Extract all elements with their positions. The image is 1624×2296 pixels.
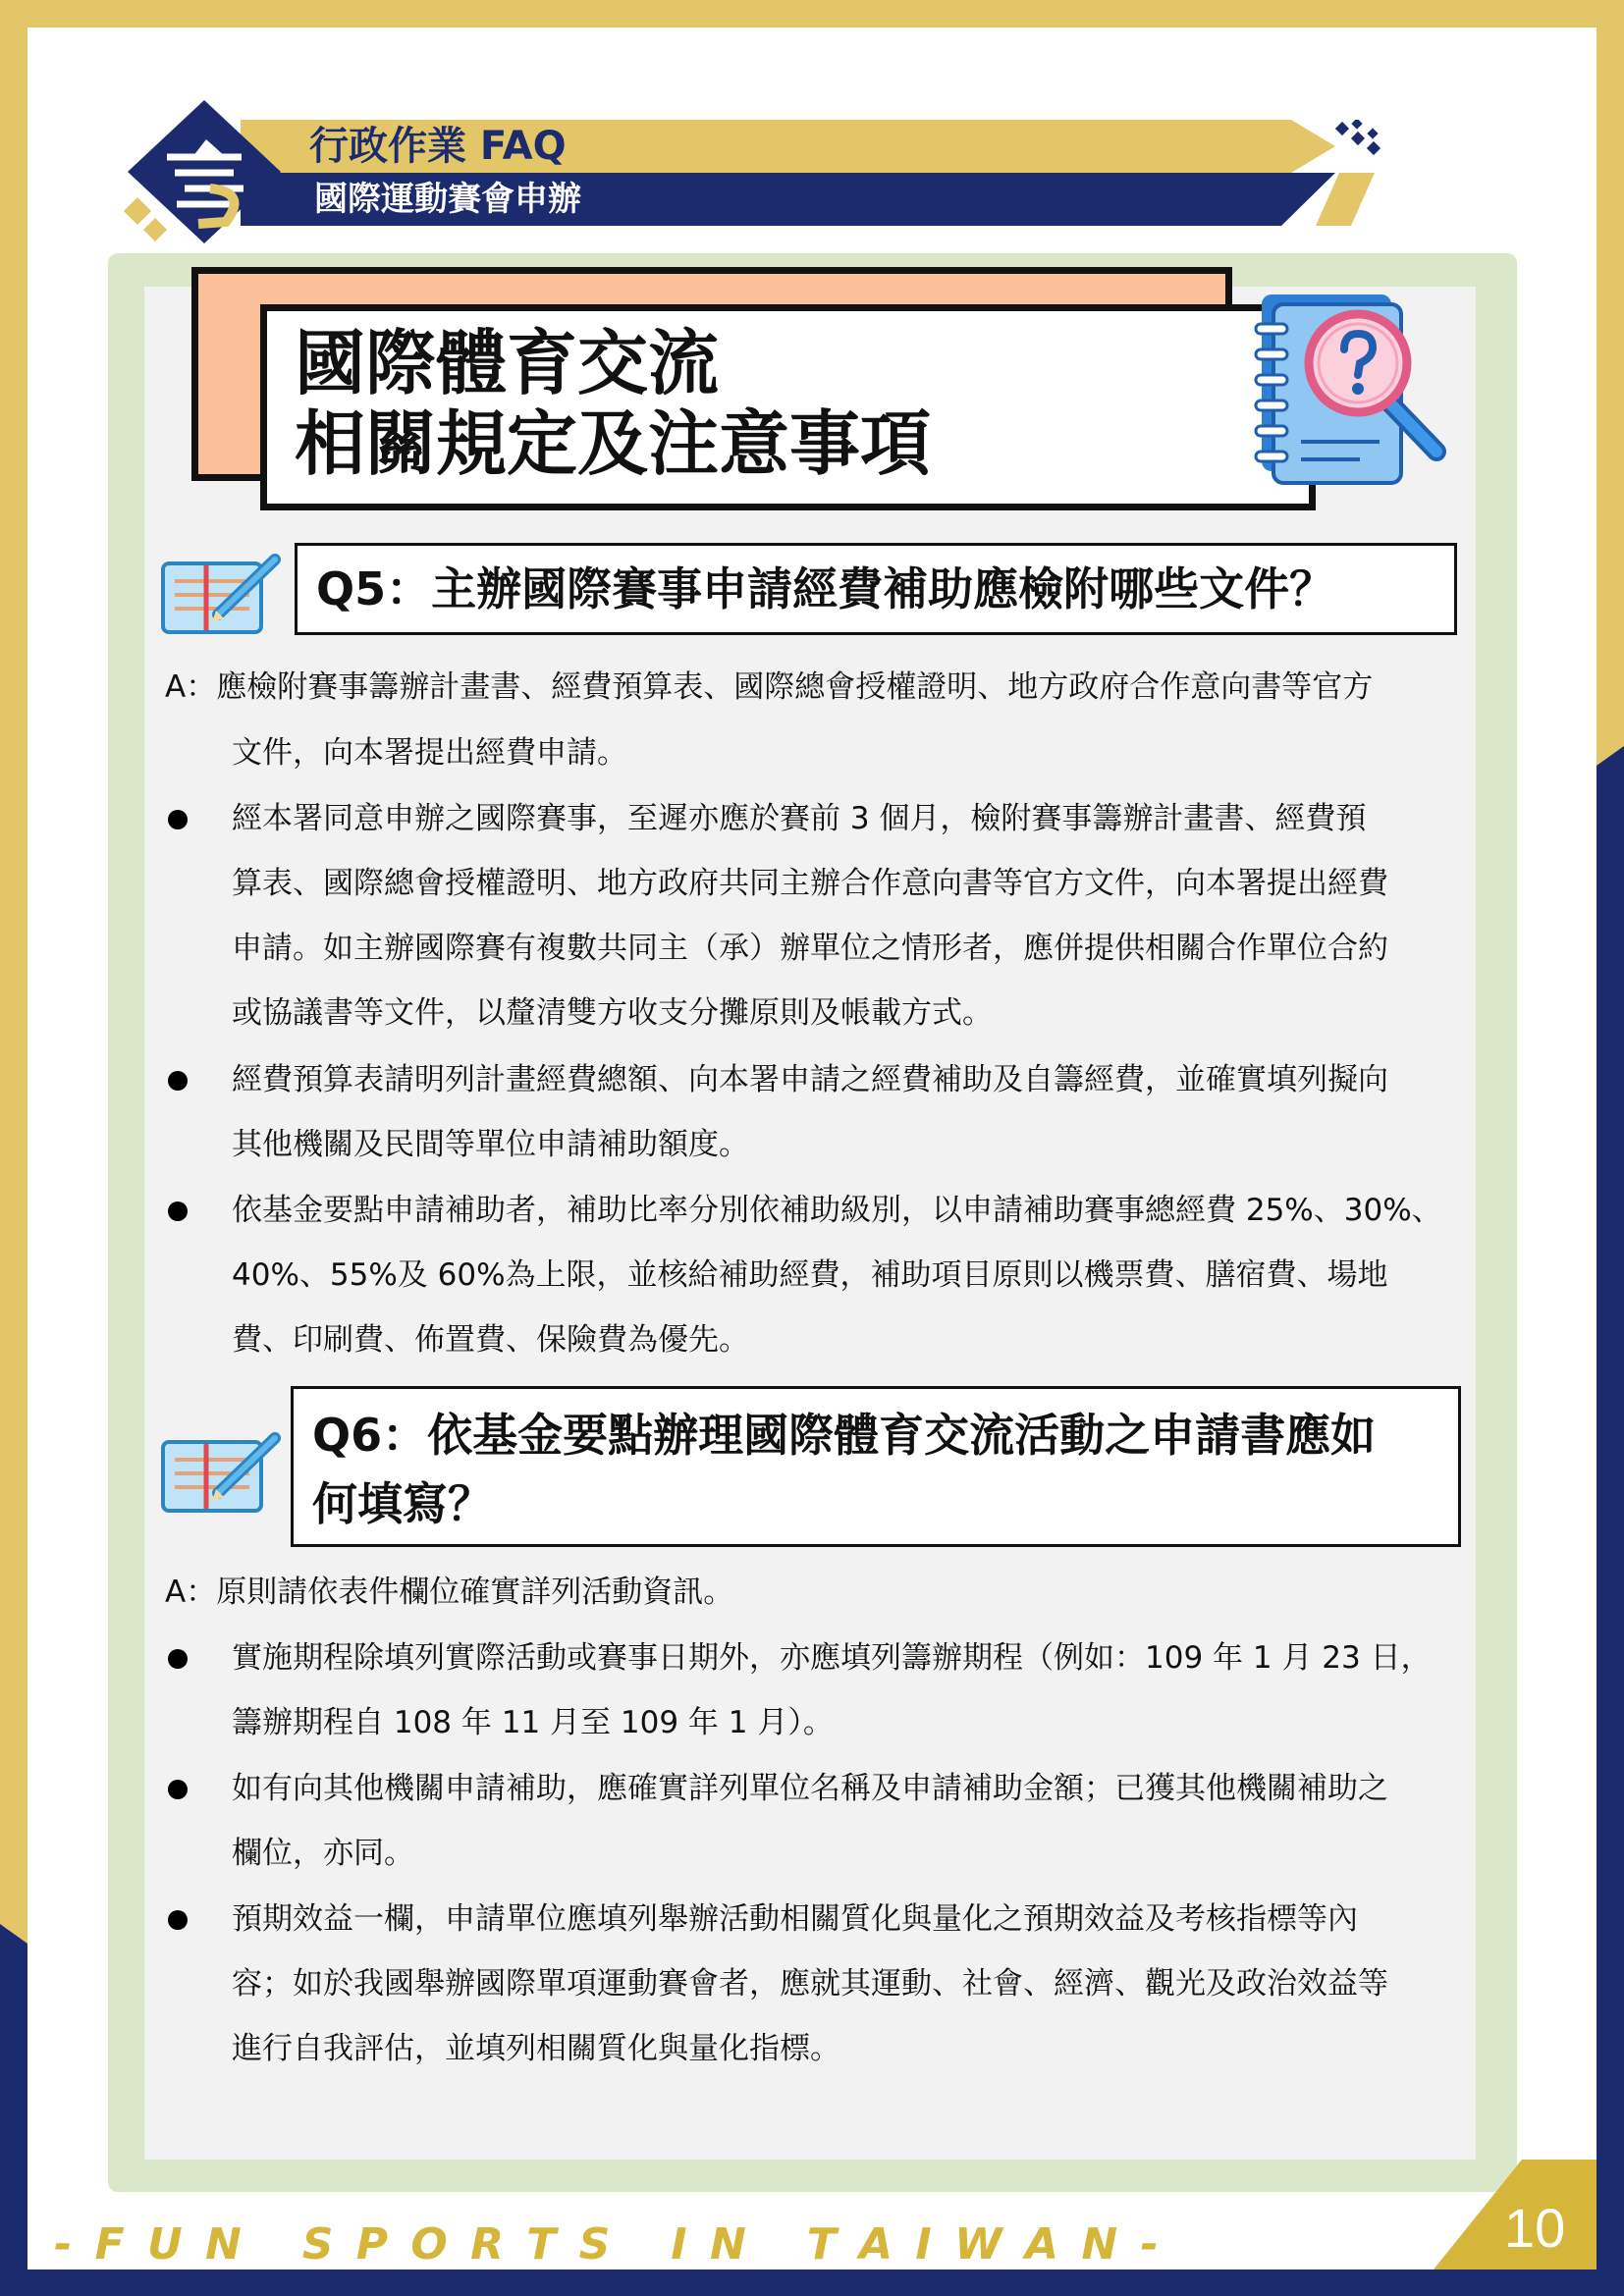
header-title: 行政作業 FAQ	[309, 124, 567, 169]
q5-bullet-1-line: 或協議書等文件，以釐清雙方收支分攤原則及帳載方式。	[232, 995, 993, 1031]
header-dots-decoration	[1335, 120, 1394, 169]
frame-top-border	[0, 0, 1624, 27]
q6-answer: A：原則請依表件欄位確實詳列活動資訊。	[165, 1575, 734, 1610]
notebook-pencil-icon	[159, 1428, 285, 1517]
q6-bullet-3-line: 進行自我評估，並填列相關質化與量化指標。	[232, 2031, 840, 2066]
sports-administration-logo-icon	[116, 98, 293, 245]
document-question-magnifier-icon	[1242, 285, 1453, 501]
q5-bullet-3-line: 費、印刷費、佈置費、保險費為優先。	[232, 1322, 749, 1358]
q5-bullet-1-line: 算表、國際總會授權證明、地方政府共同主辦合作意向書等官方文件，向本署提出經費	[232, 866, 1388, 901]
q5-answer-line: A：應檢附賽事籌辦計畫書、經費預算表、國際總會授權證明、地方政府合作意向書等官方	[165, 669, 1374, 705]
bullet-dot	[168, 810, 188, 829]
q5-bullet-1-line: 申請。如主辦國際賽有複數共同主（承）辦單位之情形者，應併提供相關合作單位合約	[232, 931, 1388, 966]
q6-bullet-3-line: 容；如於我國舉辦國際單項運動賽會者，應就其運動、社會、經濟、觀光及政治效益等	[232, 1966, 1388, 2002]
bullet-dot	[168, 1780, 188, 1799]
notebook-pencil-icon	[159, 550, 285, 638]
q5-answer-line: 文件，向本署提出經費申請。	[232, 735, 627, 771]
q6-bullet-1-line: 籌辦期程自 108 年 11 月至 109 年 1 月）。	[232, 1705, 834, 1740]
header-subtitle: 國際運動賽會申辦	[314, 180, 581, 219]
q6-bullet-3-line: 預期效益一欄，申請單位應填列舉辦活動相關質化與量化之預期效益及考核指標等內	[232, 1901, 1358, 1937]
page-title-line1: 國際體育交流	[295, 322, 720, 404]
q6-bullet-1-line: 實施期程除填列實際活動或賽事日期外，亦應填列籌辦期程（例如：109 年 1 月 23 日，	[232, 1640, 1432, 1676]
bullet-dot	[168, 1649, 188, 1669]
page-number: 10	[1504, 2197, 1566, 2259]
q5-bullet-3-line: 40%、55%及 60%為上限，並核給補助經費，補助項目原則以機票費、膳宿費、場地	[232, 1257, 1388, 1293]
bullet-dot	[168, 1071, 188, 1091]
q6-bullet-2-line: 如有向其他機關申請補助，應確實詳列單位名稱及申請補助金額；已獲其他機關補助之	[232, 1771, 1388, 1806]
q5-question: Q5：主辦國際賽事申請經費補助應檢附哪些文件？	[316, 562, 1335, 615]
frame-bottom-border	[0, 2269, 1624, 2296]
footer-tagline: - F U N S P O R T S I N T A I W A N -	[54, 2219, 1163, 2269]
bullet-dot	[168, 1201, 188, 1221]
q5-bullet-1-line: 經本署同意申辦之國際賽事，至遲亦應於賽前 3 個月，檢附賽事籌辦計畫書、經費預	[232, 801, 1367, 836]
q6-question-line1: Q6：依基金要點辦理國際體育交流活動之申請書應如	[312, 1409, 1377, 1462]
page-title-line2: 相關規定及注意事項	[295, 402, 932, 485]
bullet-dot	[168, 1910, 188, 1930]
q6-bullet-2-line: 欄位，亦同。	[232, 1836, 414, 1871]
q5-bullet-3-line: 依基金要點申請補助者，補助比率分別依補助級別，以申請補助賽事總經費 25%、30%、	[232, 1193, 1442, 1228]
q5-bullet-2-line: 其他機關及民間等單位申請補助額度。	[232, 1127, 749, 1162]
q5-bullet-2-line: 經費預算表請明列計畫經費總額、向本署申請之經費補助及自籌經費，並確實填列擬向	[232, 1062, 1388, 1097]
q6-question-line2: 何填寫？	[312, 1477, 493, 1530]
